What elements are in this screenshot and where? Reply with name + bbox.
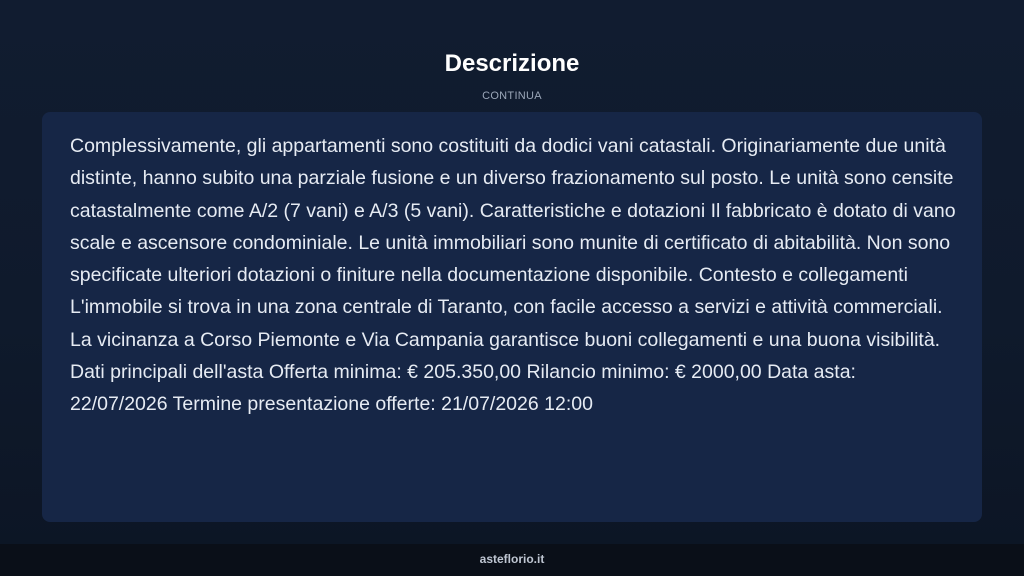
continue-label: CONTINUA: [482, 90, 542, 102]
description-text: Complessivamente, gli appartamenti sono costituiti da dodici vani catastali. Originariamente due unità distinte, hanno subito una parziale fusione e un diverso frazionamento sul posto. Le unità sono censite catastalmente come A/2 (7 vani) e A/3 (5 vani). Caratteristiche e dotazioni Il fabbricato è dotato di vano scale e ascensore condominiale. Le unità immobiliari sono munite di certificato di abitabilità. Non sono specificate ulteriori dotazioni o finiture nella documentazione disponibile. Contesto e collegamenti L'immobile si trova in una zona centrale di Taranto, con facile accesso a servizi e attività commerciali. La vicinanza a Corso Piemonte e Via Campania garantisce buoni collegamenti e una buona visibilità. Dati principali dell'asta Offerta minima: € 205.350,00 Rilancio minimo: € 2000,00 Data asta: 22/07/2026 Termine presentazione offerte: 21/07/2026 12:00: [70, 135, 956, 416]
description-card: [42, 112, 982, 522]
page-title: Descrizione: [444, 50, 580, 77]
footer-bar: [0, 544, 1024, 576]
footer-site-name: asteflorio.it: [479, 552, 545, 566]
